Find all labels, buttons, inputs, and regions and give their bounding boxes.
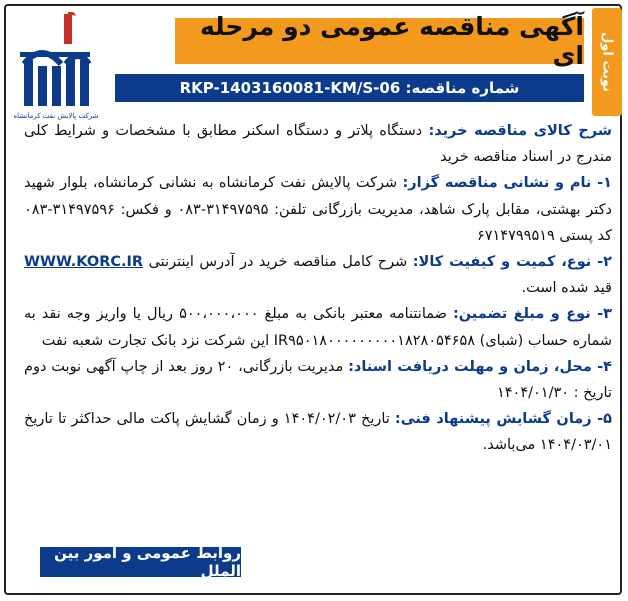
section-3 [24,301,612,353]
section-2 [24,249,612,301]
section-4 [24,354,612,406]
section-2-text: شرح کامل مناقصه خرید در آدرس اینترنتی [148,254,413,271]
section-5 [24,406,612,458]
section-5-text: تاریخ ۱۴۰۴/۰۲/۰۳ و زمان گشایش پاکت مالی حداکثر تا تاریخ ۱۴۰۴/۰۳/۰۱ می‌باشد. [24,411,612,454]
section-1-text: شرکت پالایش نفت کرمانشاه به نشانی کرمانشاه، بلوار شهید دکتر بهشتی، مقابل پارک شاهد، مدیریت بازرگانی تلفن: ۳۱۴۹۷۵۹۵-۰۸۳ و فکس: ۳۱۴۹۷۵۹۶-۰۸۳ کد پستی ۶۷۱۴۷۹۹۵۱۹ [24,175,613,244]
section-3-text: ضمانتنامه معتبر بانکی به مبلغ ۵۰۰،۰۰۰،۰۰۰ ریال یا واریز وجه نقد به شماره حساب (شبای) IR۹۵۰۱۸۰۰۰۰۰۰۰۰۰۱۸۲۸۰۵۴۶۵۸ این شرکت نزد بانک تجارت شعبه نفت [24,306,612,349]
notice-body [24,118,612,459]
section-3-label: ۳- نوع و مبلغ تضمین: [452,306,612,323]
section-4-label: ۴- محل، زمان و مهلت دریافت اسناد: [348,358,612,375]
section-4-text: مدیریت بازرگانی، ۲۰ روز بعد از چاپ آگهی نوبت دوم تاریخ : ۱۴۰۴/۰۱/۳۰ [24,358,612,402]
section-1 [24,170,612,249]
page-title: آگهی مناقصه عمومی دو مرحله ای [199,12,584,70]
section-2-label: ۲- نوع، کمیت و کیفیت کالا: [412,254,613,271]
signature-text: روابط عمومی و امور بین الملل [54,544,241,580]
tender-number-bar: شماره مناقصه: RKP-1403160081-KM/S-06 [115,74,584,102]
signature-box [40,544,241,580]
section-2-tail: قید شده است. [521,280,612,297]
subject-paragraph [24,118,612,170]
section-5-label: ۵- زمان گشایش پیشنهاد فنی: [394,411,612,428]
website-link[interactable]: WWW.KORC.IR [24,254,144,271]
section-1-label: ۱- نام و نشانی مناقصه گزار: [402,175,612,192]
title-banner [175,12,584,70]
company-logo-icon [14,12,96,112]
edition-tab-label: نوبت اول [599,31,615,93]
subject-label: شرح کالای مناقصه خرید: [428,123,612,139]
edition-tab [592,8,622,116]
logo-caption: شرکت پالایش نفت کرمانشاه [13,112,99,120]
subject-text: دستگاه پلاتر و دستگاه اسکنر مطابق با مشخصات و شرایط کلی مندرج در اسناد مناقصه خرید [24,123,612,166]
